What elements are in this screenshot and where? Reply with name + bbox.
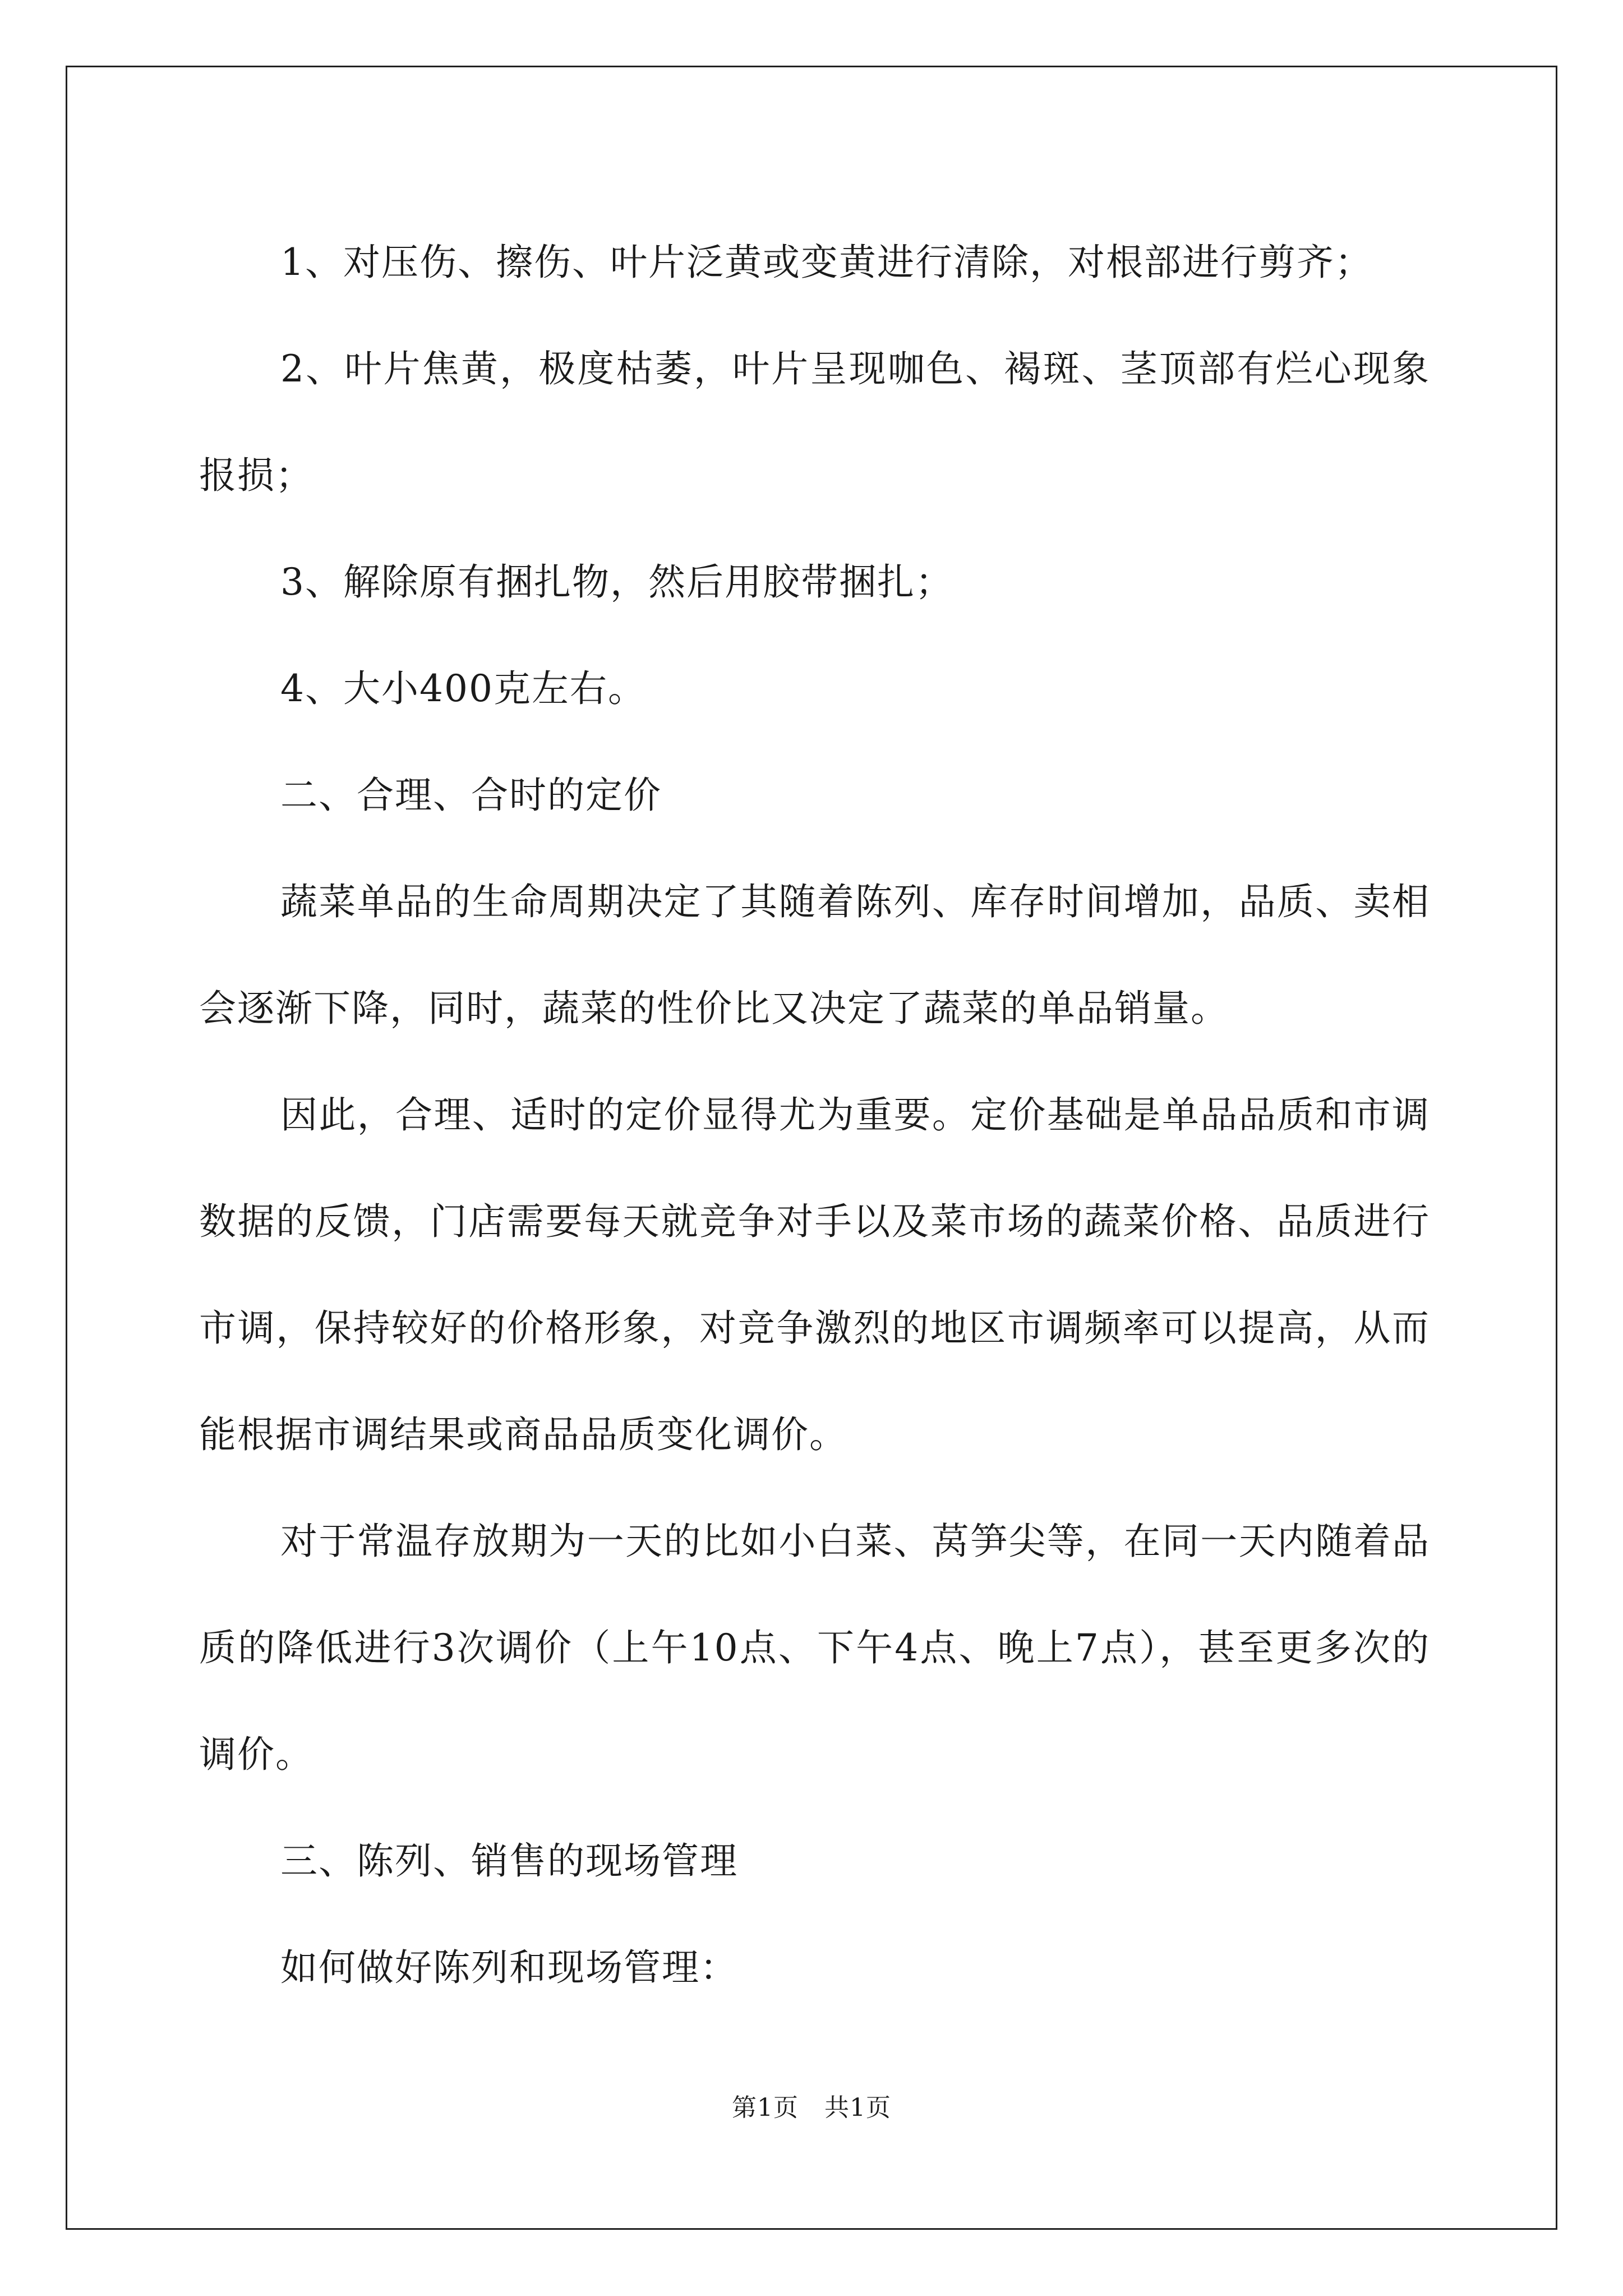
paragraph-3: 3、解除原有捆扎物，然后用胶带捆扎； — [280, 560, 953, 604]
paragraph-7: 因此，合理、适时的定价显得尤为重要。定价基础是单品品质和市调数据的反馈，门店需要每天就竞争对手以及菜市场的蔬菜价格、品质进行市调，保持较好的价格形象，对竞争激烈的地区市调频率可以提高，从而能根据市调结果或商品品质变化调价。 — [199, 1093, 1430, 1456]
paragraph-8: 对于常温存放期为一天的比如小白菜、莴笋尖等，在同一天内随着品质的降低进行3次调价（上午10点、下午4点、晚上7点），甚至更多次的调价。 — [199, 1520, 1430, 1776]
paragraph-4: 4、大小400克左右。 — [280, 667, 646, 710]
document-body — [199, 209, 1430, 2021]
page-number-current: 第1页 — [732, 2093, 799, 2122]
page-footer — [0, 2091, 1623, 2125]
section-heading-pricing: 二、合理、合时的定价 — [280, 774, 662, 817]
paragraph-10: 如何做好陈列和现场管理： — [280, 1946, 738, 1989]
paragraph-1: 1、对压伤、擦伤、叶片泛黄或变黄进行清除，对根部进行剪齐； — [280, 241, 1373, 284]
page-number-total: 共1页 — [824, 2093, 891, 2122]
section-heading-display: 三、陈列、销售的现场管理 — [280, 1839, 738, 1883]
paragraph-6: 蔬菜单品的生命周期决定了其随着陈列、库存时间增加，品质、卖相会逐渐下降，同时，蔬菜的性价比又决定了蔬菜的单品销量。 — [199, 880, 1430, 1030]
paragraph-2: 2、叶片焦黄，极度枯萎，叶片呈现咖色、褐斑、茎顶部有烂心现象报损； — [199, 347, 1430, 497]
